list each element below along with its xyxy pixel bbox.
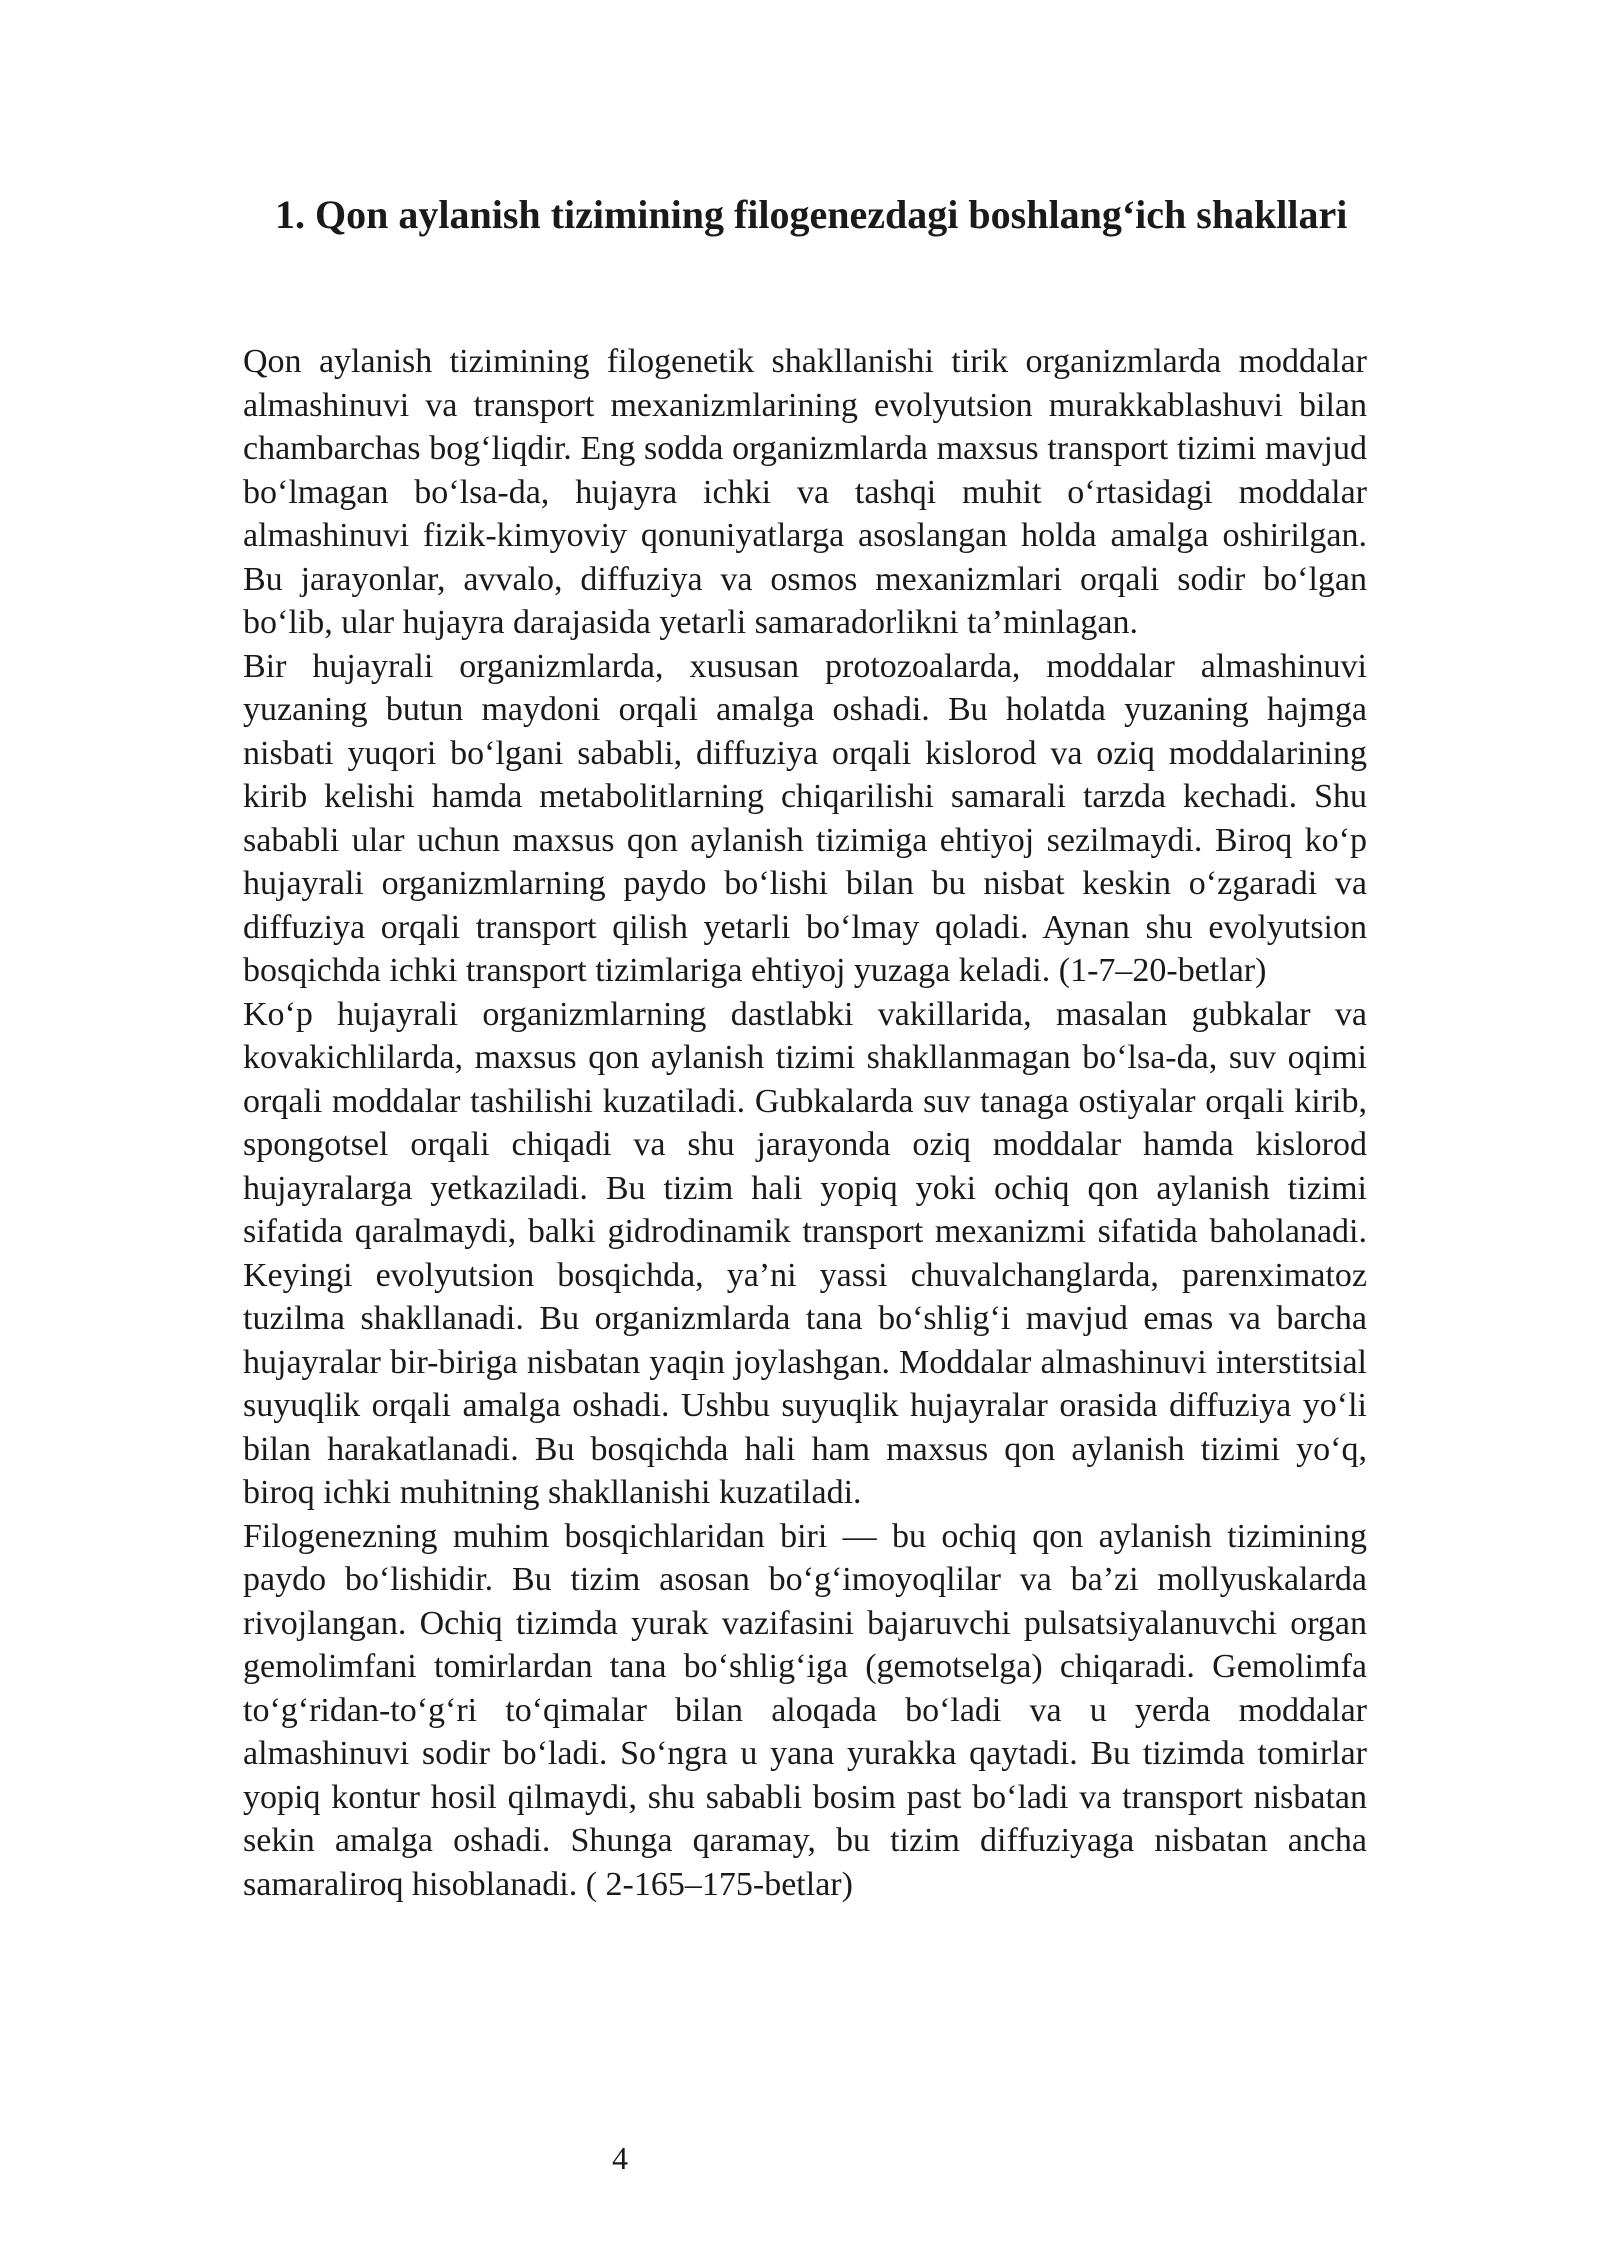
paragraph-1: Qon aylanish tizimining filogenetik shakllanishi tirik organizmlarda moddalar almashinuvi va transport mexanizmlarining evolyutsion murakkablashuvi bilan chambarchas bog‘liqdir. Eng sodda organizmlarda maxsus transport tizimi mavjud bo‘lmagan bo‘lsa-da, hujayra ichki va tashqi muhit o‘rtasidagi moddalar almashinuvi fizik-kimyoviy qonuniyatlarga asoslangan holda amalga oshirilgan. Bu jarayonlar, avvalo, diffuziya va osmos mexanizmlari orqali sodir bo‘lgan bo‘lib, ular hujayra darajasida yetarli samaradorlikni ta’minlagan. xyxy=(243,343,1367,641)
section-heading: 1. Qon aylanish tizimining filogenezdagi boshlang‘ich shakllari xyxy=(275,192,1348,237)
paragraph-3: Ko‘p hujayrali organizmlarning dastlabki vakillarida, masalan gubkalar va kovakichlilarda, maxsus qon aylanish tizimi shakllanmagan bo‘lsa-da, suv oqimi orqali moddalar tashilishi kuzatiladi. Gubkalarda suv tanaga ostiyalar orqali kirib, spongotsel orqali chiqadi va shu jarayonda oziq moddalar hamda kislorod hujayralarga yetkaziladi. Bu tizim hali yopiq yoki ochiq qon aylanish tizimi sifatida qaralmaydi, balki gidrodinamik transport mexanizmi sifatida baholanadi. Keyingi evolyutsion bosqichda, ya’ni yassi chuvalchanglarda, parenximatoz tuzilma shakllanadi. Bu organizmlarda tana bo‘shlig‘i mavjud emas va barcha hujayralar bir-biriga nisbatan yaqin joylashgan. Moddalar almashinuvi interstitsial suyuqlik orqali amalga oshadi. Ushbu suyuqlik hujayralar orasida diffuziya yo‘li bilan harakatlanadi. Bu bosqichda hali ham maxsus qon aylanish tizimi yo‘q, biroq ichki muhitning shakllanishi kuzatiladi. xyxy=(243,995,1367,1511)
body-text xyxy=(243,340,1367,1906)
paragraph-2: Bir hujayrali organizmlarda, xususan protozoalarda, moddalar almashinuvi yuzaning butun maydoni orqali amalga oshadi. Bu holatda yuzaning hajmga nisbati yuqori bo‘lgani sababli, diffuziya orqali kislorod va oziq moddalarining kirib kelishi hamda metabolitlarning chiqarilishi samarali tarzda kechadi. Shu sababli ular uchun maxsus qon aylanish tizimiga ehtiyoj sezilmaydi. Biroq ko‘p hujayrali organizmlarning paydo bo‘lishi bilan bu nisbat keskin o‘zgaradi va diffuziya orqali transport qilish yetarli bo‘lmay qoladi. Aynan shu evolyutsion bosqichda ichki transport tizimlariga ehtiyoj yuzaga keladi. (1-7–20-betlar) xyxy=(243,647,1367,989)
page-number: 4 xyxy=(612,2140,628,2176)
paragraph-4: Filogenezning muhim bosqichlaridan biri — bu ochiq qon aylanish tizimining paydo bo‘lishidir. Bu tizim asosan bo‘g‘imoyoqlilar va ba’zi mollyuskalarda rivojlangan. Ochiq tizimda yurak vazifasini bajaruvchi pulsatsiyalanuvchi organ gemolimfani tomirlardan tana bo‘shlig‘iga (gemotselga) chiqaradi. Gemolimfa to‘g‘ridan-to‘g‘ri to‘qimalar bilan aloqada bo‘ladi va u yerda moddalar almashinuvi sodir bo‘ladi. So‘ngra u yana yurakka qaytadi. Bu tizimda tomirlar yopiq kontur hosil qilmaydi, shu sababli bosim past bo‘ladi va transport nisbatan sekin amalga oshadi. Shunga qaramay, bu tizim diffuziyaga nisbatan ancha samaraliroq hisoblanadi. ( 2-165–175-betlar) xyxy=(243,1517,1367,1903)
